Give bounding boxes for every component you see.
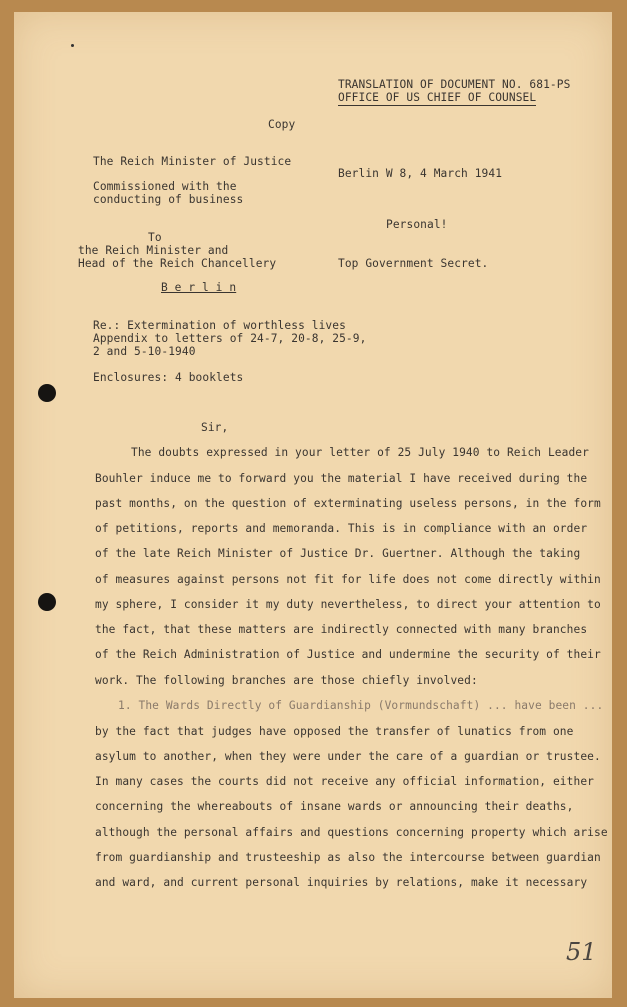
body-line: Bouhler induce me to forward you the material I have received during the [95,472,588,485]
recipient-line1: the Reich Minister and [78,244,229,257]
classification: Top Government Secret. [338,257,489,270]
body-line: concerning the whereabouts of insane wards or announcing their deaths, [95,800,574,813]
page-number: 51 [566,938,597,966]
place-date: Berlin W 8, 4 March 1941 [338,167,503,180]
body-line: from guardianship and trusteeship as also the intercourse between guardian [95,851,601,864]
faded-line: 1. The Wards Directly of Guardianship (Vormundschaft) ... have been ... [118,699,604,712]
body-line: of measures against persons not fit for life does not come directly within [95,573,601,586]
enclosures: Enclosures: 4 booklets [93,371,244,384]
body-line: by the fact that judges have opposed the transfer of lunatics from one [95,725,574,738]
body-line: In many cases the courts did not receive any official information, either [95,775,594,788]
body-line: the fact, that these matters are indirectly connected with many branches [95,623,588,636]
reference-line1: Re.: Extermination of worthless lives [93,319,346,332]
copy-label: Copy [268,118,296,131]
body-line: past months, on the question of exterminating useless persons, in the form [95,497,601,510]
body-line: my sphere, I consider it my duty nevertheless, to direct your attention to [95,598,601,611]
translation-header-line2: OFFICE OF US CHIEF OF COUNSEL [338,91,537,104]
body-line: work. The following branches are those chiefly involved: [95,674,478,687]
translation-header-line1: TRANSLATION OF DOCUMENT NO. 681-PS [338,78,571,91]
reference-line2: Appendix to letters of 24-7, 20-8, 25-9, [93,332,367,345]
punch-hole-bottom [38,593,56,611]
recipient-line2: Head of the Reich Chancellery [78,257,277,270]
punch-hole-top [38,384,56,402]
body-line: although the personal affairs and questions concerning property which arise [95,826,608,839]
body-line: and ward, and current personal inquiries by relations, make it necessary [95,876,588,889]
sender-line2: Commissioned with the [93,180,237,193]
sender-line1: The Reich Minister of Justice [93,155,292,168]
reference-line3: 2 and 5-10-1940 [93,345,196,358]
salutation: Sir, [201,421,229,434]
recipient-to: To [148,231,162,244]
body-line: of the late Reich Minister of Justice Dr. Guertner. Although the taking [95,547,581,560]
body-line: asylum to another, when they were under the care of a guardian or trustee. [95,750,601,763]
body-line: of the Reich Administration of Justice and undermine the security of their [95,648,601,661]
personal-mark: Personal! [386,218,448,231]
ink-speck [71,44,74,47]
body-line: of petitions, reports and memoranda. This is in compliance with an order [95,522,588,535]
recipient-city: B e r l i n [161,281,237,294]
body-line: The doubts expressed in your letter of 25 July 1940 to Reich Leader [131,446,589,459]
sender-line3: conducting of business [93,193,244,206]
